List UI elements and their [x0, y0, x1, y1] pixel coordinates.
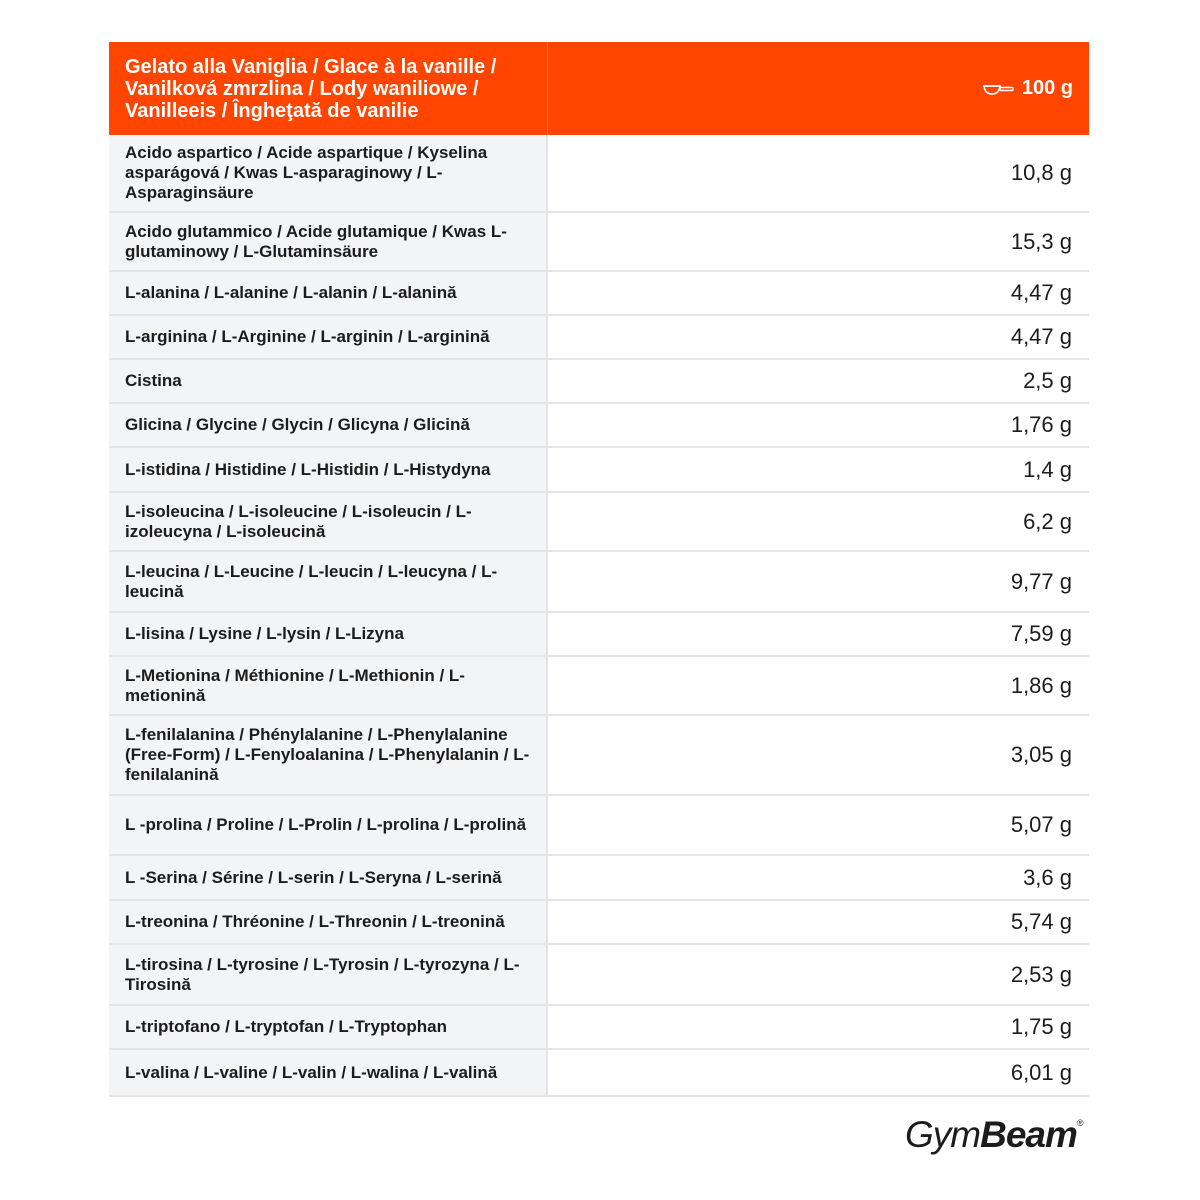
nutrient-name: L-valina / L-valine / L-valin / L-walina / L-valină: [109, 1050, 548, 1095]
nutrient-value: 2,5 g: [548, 360, 1089, 402]
table-row: [109, 552, 1089, 613]
serving-label: 100 g: [1021, 77, 1073, 99]
nutrient-name: L-leucina / L-Leucine / L-leucin / L-leucyna / L-leucină: [109, 552, 548, 611]
nutrient-name: L-fenilalanina / Phénylalanine / L-Phenylalanine (Free-Form) / L-Fenyloalanina / L-Phenylalanin / L-fenilalanină: [109, 716, 548, 794]
nutrient-name: L-arginina / L-Arginine / L-arginin / L-arginină: [109, 316, 548, 358]
nutrient-value: 4,47 g: [548, 272, 1089, 314]
table-header: [109, 42, 1089, 135]
serving-size: [548, 42, 1089, 135]
nutrient-value: 9,77 g: [548, 552, 1089, 611]
nutrient-value: 1,76 g: [548, 404, 1089, 446]
nutrient-name: L-triptofano / L-tryptofan / L-Tryptophan: [109, 1006, 548, 1048]
table-body: [109, 135, 1089, 1095]
nutrient-value: 6,01 g: [548, 1050, 1089, 1095]
table-row: [109, 493, 1089, 552]
nutrient-name: L-tirosina / L-tyrosine / L-Tyrosin / L-tyrozyna / L-Tirosină: [109, 945, 548, 1004]
table-row: [109, 657, 1089, 716]
nutrient-name: L -Serina / Sérine / L-serin / L-Seryna / L-serină: [109, 856, 548, 899]
logo-gym: Gym: [905, 1114, 981, 1155]
table-row: [109, 360, 1089, 404]
nutrient-value: 1,75 g: [548, 1006, 1089, 1048]
nutrient-name: Acido glutammico / Acide glutamique / Kwas L-glutaminowy / L-Glutaminsäure: [109, 213, 548, 270]
nutrient-value: 7,59 g: [548, 613, 1089, 655]
gymbeam-logo: [905, 1114, 1083, 1156]
nutrient-name: L-isoleucina / L-isoleucine / L-isoleucin / L-izoleucyna / L-isoleucină: [109, 493, 548, 550]
table-row: [109, 404, 1089, 448]
nutrient-name: L -prolina / Proline / L-Prolin / L-prolina / L-prolină: [109, 796, 548, 854]
product-name: Gelato alla Vaniglia / Glace à la vanille / Vanilková zmrzlina / Lody waniliowe / Vanilleeis / Îngheţată de vanilie: [109, 42, 548, 135]
nutrient-name: L-Metionina / Méthionine / L-Methionin / L-metionină: [109, 657, 548, 714]
table-row: [109, 272, 1089, 316]
table-row: [109, 316, 1089, 360]
scoop-icon: [982, 82, 1014, 96]
nutrient-name: L-alanina / L-alanine / L-alanin / L-alanină: [109, 272, 548, 314]
table-row: [109, 901, 1089, 945]
nutrient-value: 3,6 g: [548, 856, 1089, 899]
table-row: [109, 1006, 1089, 1050]
nutrient-value: 15,3 g: [548, 213, 1089, 270]
logo-beam: Beam: [980, 1114, 1077, 1155]
nutrient-name: Cistina: [109, 360, 548, 402]
table-row: [109, 716, 1089, 796]
nutrient-value: 5,74 g: [548, 901, 1089, 943]
nutrient-name: Acido aspartico / Acide aspartique / Kyselina asparágová / Kwas L-asparaginowy / L-Asparaginsäure: [109, 135, 548, 211]
logo-registered: ®: [1076, 1118, 1083, 1128]
nutrient-value: 6,2 g: [548, 493, 1089, 550]
table-row: [109, 135, 1089, 213]
nutrient-value: 3,05 g: [548, 716, 1089, 794]
amino-acid-table: [109, 42, 1089, 1097]
nutrient-value: 10,8 g: [548, 135, 1089, 211]
nutrient-value: 4,47 g: [548, 316, 1089, 358]
nutrient-value: 5,07 g: [548, 796, 1089, 854]
nutrient-name: L-istidina / Histidine / L-Histidin / L-Histydyna: [109, 448, 548, 491]
nutrient-value: 1,4 g: [548, 448, 1089, 491]
nutrient-value: 1,86 g: [548, 657, 1089, 714]
table-row: [109, 1050, 1089, 1095]
table-row: [109, 945, 1089, 1006]
table-row: [109, 796, 1089, 856]
nutrient-name: L-treonina / Thréonine / L-Threonin / L-treonină: [109, 901, 548, 943]
table-row: [109, 613, 1089, 657]
table-row: [109, 856, 1089, 901]
nutrient-name: L-lisina / Lysine / L-lysin / L-Lizyna: [109, 613, 548, 655]
nutrient-name: Glicina / Glycine / Glycin / Glicyna / Glicină: [109, 404, 548, 446]
nutrient-value: 2,53 g: [548, 945, 1089, 1004]
table-row: [109, 213, 1089, 272]
table-row: [109, 448, 1089, 493]
